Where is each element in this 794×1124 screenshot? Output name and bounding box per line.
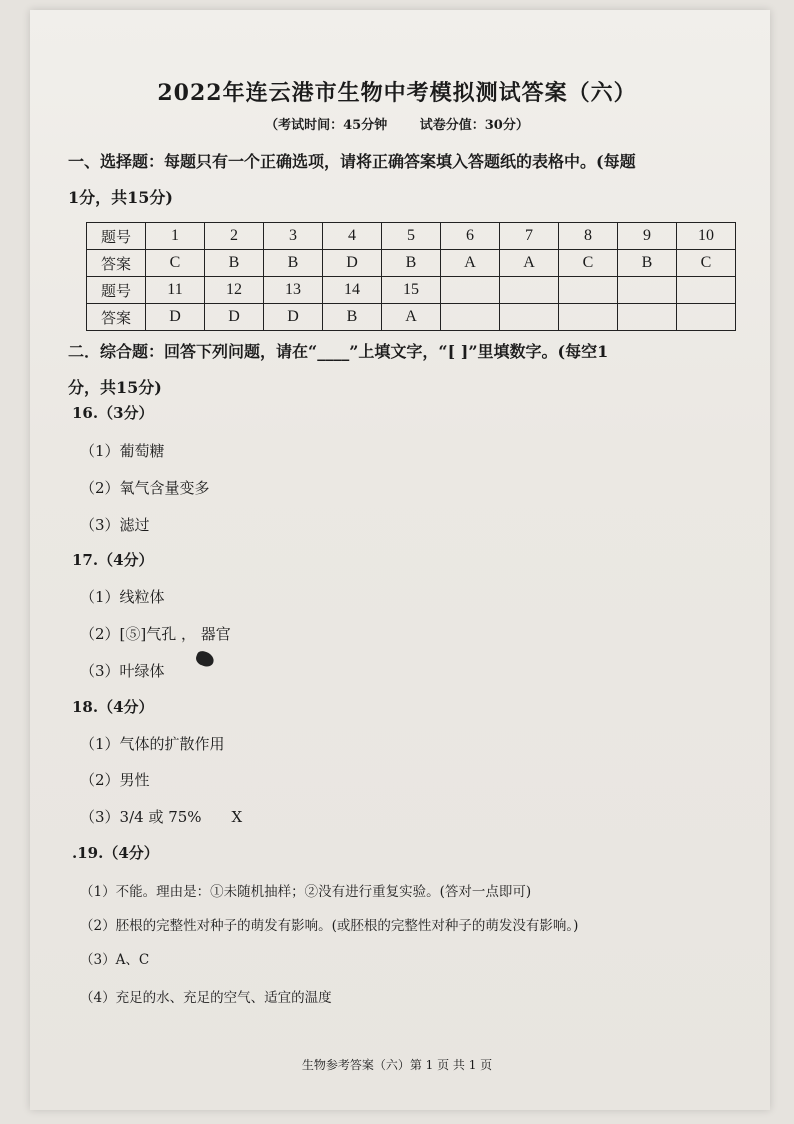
row-label: 题号 xyxy=(87,277,146,304)
table-cell xyxy=(441,304,500,331)
table-cell xyxy=(500,277,559,304)
table-cell: 1 xyxy=(146,223,205,250)
answer-19-2: （2）胚根的完整性对种子的萌发有影响。(或胚根的完整性对种子的萌发没有影响。) xyxy=(80,918,579,934)
exam-time: （考试时间：45分钟 xyxy=(265,118,388,133)
table-cell xyxy=(441,277,500,304)
section-choice-heading xyxy=(68,144,748,216)
exam-score: 试卷分值：30分） xyxy=(419,118,529,133)
table-cell: C xyxy=(559,250,618,277)
row-label: 答案 xyxy=(87,304,146,331)
table-cell: 9 xyxy=(618,223,677,250)
question-17-heading: 17.（4分） xyxy=(72,551,154,569)
table-cell: D xyxy=(146,304,205,331)
section-synthesis-line2: 分，共15分) xyxy=(68,378,162,397)
table-cell: 12 xyxy=(205,277,264,304)
table-cell: 10 xyxy=(677,223,736,250)
table-cell: B xyxy=(382,250,441,277)
question-19-heading: .19.（4分） xyxy=(72,844,159,862)
table-cell: 8 xyxy=(559,223,618,250)
table-cell: 14 xyxy=(323,277,382,304)
table-cell: 15 xyxy=(382,277,441,304)
answer-19-4: （4）充足的水、充足的空气、适宜的温度 xyxy=(80,990,332,1006)
exam-info xyxy=(0,114,794,133)
table-row xyxy=(87,277,736,304)
question-16-heading: 16.（3分） xyxy=(72,404,154,422)
answer-19-1: （1）不能。理由是：①未随机抽样；②没有进行重复实验。(答对一点即可) xyxy=(80,884,532,900)
section-synthesis-line1: 二．综合题：回答下列问题，请在“____”上填文字，“[ ]”里填数字。(每空1 xyxy=(68,342,609,361)
table-cell: A xyxy=(500,250,559,277)
table-cell: 4 xyxy=(323,223,382,250)
table-row xyxy=(87,223,736,250)
table-cell: B xyxy=(264,250,323,277)
answer-17-3: （3）叶绿体 xyxy=(80,662,165,680)
section-synthesis-heading xyxy=(68,334,748,406)
answer-18-3: （3）3/4 或 75% X xyxy=(80,808,243,826)
page-title: 2022年连云港市生物中考模拟测试答案（六） xyxy=(157,80,637,106)
table-cell: D xyxy=(264,304,323,331)
answer-16-2: （2）氧气含量变多 xyxy=(80,479,210,497)
answer-table xyxy=(86,222,736,331)
table-cell: C xyxy=(146,250,205,277)
table-cell: A xyxy=(441,250,500,277)
table-cell xyxy=(677,277,736,304)
table-cell: 5 xyxy=(382,223,441,250)
table-cell: 2 xyxy=(205,223,264,250)
table-cell xyxy=(677,304,736,331)
answer-17-1: （1）线粒体 xyxy=(80,588,165,606)
table-cell: D xyxy=(205,304,264,331)
table-cell: C xyxy=(677,250,736,277)
table-cell: 3 xyxy=(264,223,323,250)
table-cell xyxy=(559,277,618,304)
table-cell: B xyxy=(205,250,264,277)
answer-18-2: （2）男性 xyxy=(80,771,150,789)
answer-16-1: （1）葡萄糖 xyxy=(80,442,165,460)
table-cell xyxy=(618,304,677,331)
table-row xyxy=(87,250,736,277)
table-row xyxy=(87,304,736,331)
table-cell xyxy=(559,304,618,331)
answer-16-3: （3）滤过 xyxy=(80,516,150,534)
table-cell: 6 xyxy=(441,223,500,250)
answer-17-2: （2）[⑤]气孔 ， 器官 xyxy=(80,625,231,643)
section-choice-line1: 一、选择题：每题只有一个正确选项，请将正确答案填入答题纸的表格中。(每题 xyxy=(68,152,636,171)
page-footer: 生物参考答案（六）第 1 页 共 1 页 xyxy=(301,1058,493,1072)
table-cell: A xyxy=(382,304,441,331)
table-cell: 13 xyxy=(264,277,323,304)
section-choice-line2: 1分，共15分) xyxy=(68,188,173,207)
table-cell: D xyxy=(323,250,382,277)
table-cell xyxy=(618,277,677,304)
table-cell: B xyxy=(323,304,382,331)
answer-18-1: （1）气体的扩散作用 xyxy=(80,735,225,753)
row-label: 题号 xyxy=(87,223,146,250)
row-label: 答案 xyxy=(87,250,146,277)
table-cell: 7 xyxy=(500,223,559,250)
table-cell: B xyxy=(618,250,677,277)
table-cell: 11 xyxy=(146,277,205,304)
answer-19-3: （3）A、C xyxy=(80,952,150,968)
question-18-heading: 18.（4分） xyxy=(72,698,154,716)
table-cell xyxy=(500,304,559,331)
